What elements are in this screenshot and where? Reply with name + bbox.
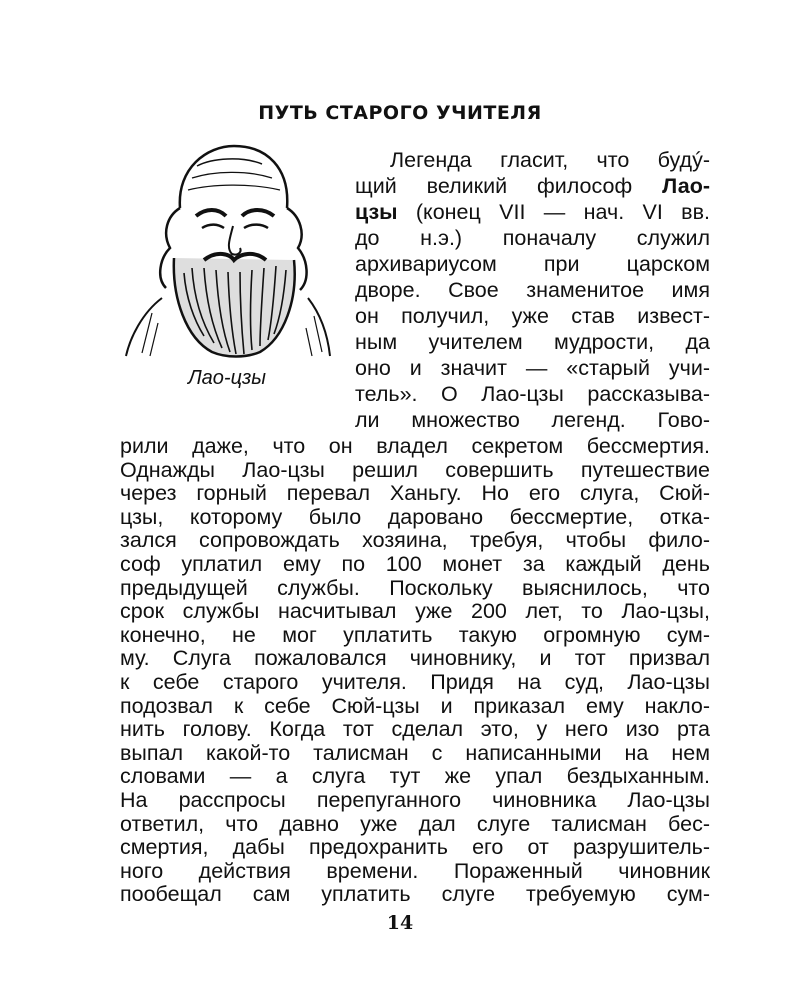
- bold-name: цзы: [355, 200, 398, 224]
- text-line-22: к себе старого учителя. Придя на суд, Лао-цзы: [120, 670, 710, 694]
- text-line-18: предыдущей службы. Поскольку выяснилось, что: [120, 575, 710, 600]
- page-title: ПУТЬ СТАРОГО УЧИТЕЛЯ: [258, 102, 542, 124]
- text-line-1: Легенда гласит, что будý-: [390, 148, 710, 172]
- text-segment: (конец VII — нач. VI вв.: [397, 200, 710, 224]
- text-line-4: до н.э.) поначалу служил: [355, 226, 710, 250]
- text-line-25: выпал какой-то талисман с написанными на нем: [120, 740, 710, 765]
- text-line-8: ным учителем мудрости, да: [355, 330, 710, 354]
- text-line-29: смертия, дабы предохранить его от разрушитель-: [120, 835, 710, 860]
- bold-name: Лао-: [662, 174, 710, 198]
- text-line-10: тель». О Лао-цзы рассказыва-: [355, 382, 710, 406]
- text-line-16: зался сопровождать хозяина, требуя, чтобы фило-: [120, 528, 710, 553]
- text-segment: щий великий философ: [355, 174, 663, 198]
- text-line-11: ли множество легенд. Гово-: [355, 408, 710, 432]
- text-line-3: [355, 200, 710, 224]
- text-line-6: дворе. Свое знаменитое имя: [355, 278, 710, 302]
- text-line-23: подозвал к себе Сюй-цзы и приказал ему накло-: [120, 693, 710, 718]
- page-number: 14: [386, 912, 414, 934]
- text-line-32: пообещал сам уплатить слуге требуемую сум-: [120, 882, 710, 907]
- text-line-13: Однажды Лао-цзы решил совершить путешествие: [120, 457, 710, 482]
- text-line-19: срок службы насчитывал уже 200 лет, то Лао-цзы,: [120, 599, 710, 624]
- text-line-20: конечно, не мог уплатить такую огромную сум-: [120, 622, 710, 647]
- text-line-17: соф уплатил ему по 100 монет за каждый день: [120, 552, 710, 576]
- lao-tzu-portrait: [122, 138, 332, 358]
- text-line-14: через горный перевал Ханьгу. Но его слуга, Сюй-: [120, 481, 710, 506]
- portrait-caption: Лао-цзы: [187, 367, 267, 389]
- text-line-24: нить голову. Когда тот сделал это, у него изо рта: [120, 717, 710, 742]
- text-line-12: рили даже, что он владел секретом бессмертия.: [120, 434, 710, 458]
- lao-tzu-illustration: [122, 138, 332, 358]
- text-line-7: он получил, уже став извест-: [355, 304, 710, 328]
- text-line-21: му. Слуга пожаловался чиновнику, и тот призвал: [120, 646, 710, 671]
- text-line-2: [355, 174, 710, 198]
- text-line-9: оно и значит — «старый учи-: [355, 356, 710, 380]
- text-line-26: словами — а слуга тут же упал бездыханным.: [120, 764, 710, 789]
- text-line-27: На расспросы перепуганного чиновника Лао-цзы: [120, 788, 710, 812]
- text-line-28: ответил, что давно уже дал слуге талисман бес-: [120, 811, 710, 836]
- text-line-15: цзы, которому было даровано бессмертие, отка-: [120, 504, 710, 529]
- text-line-31: ного действия времени. Пораженный чиновник: [120, 858, 710, 883]
- text-line-5: архивариусом при царском: [355, 252, 710, 276]
